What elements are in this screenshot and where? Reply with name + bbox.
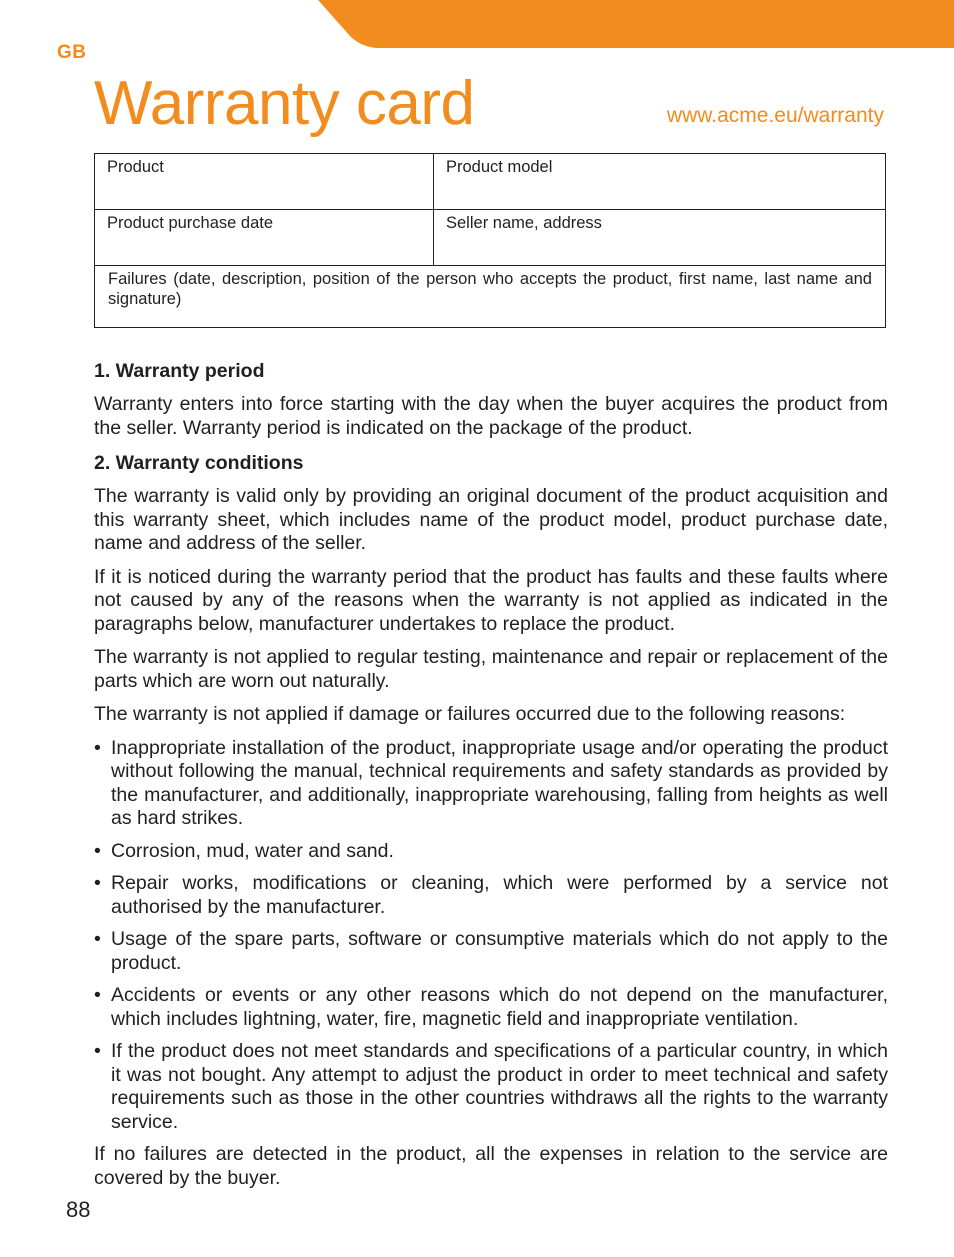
list-item-text: Corrosion, mud, water and sand. bbox=[111, 839, 394, 862]
list-item bbox=[94, 737, 888, 831]
closing-paragraph: If no failures are detected in the product, all the expenses in relation to the service are covered by the buyer. bbox=[94, 1143, 888, 1189]
bullet-icon: • bbox=[94, 1040, 101, 1062]
bullet-icon: • bbox=[94, 984, 101, 1006]
conditions-paragraph: The warranty is valid only by providing an original document of the product acquisition and this warranty sheet, which includes name of the product model, product purchase date, name and address of the seller. bbox=[94, 485, 888, 554]
list-item bbox=[94, 872, 888, 919]
seller-field[interactable]: Seller name, address bbox=[434, 210, 886, 266]
product-field[interactable]: Product bbox=[95, 154, 434, 210]
exclusion-list bbox=[94, 737, 888, 1135]
period-paragraph: Warranty enters into force starting with the day when the buyer acquires the product from the seller. Warranty period is indicated on the package of the product. bbox=[94, 393, 888, 439]
failures-field[interactable]: Failures (date, description, position of the person who accepts the product, first name, last name and signature) bbox=[95, 266, 886, 328]
list-item-text: Inappropriate installation of the product, inappropriate usage and/or operating the product without following the manual, technical requirements and safety standards as provided by the manufacturer, and additionally, inappropriate warehousing, falling from heights as well as hard strikes. bbox=[111, 736, 888, 829]
product-model-field[interactable]: Product model bbox=[434, 154, 886, 210]
purchase-date-field[interactable]: Product purchase date bbox=[95, 210, 434, 266]
list-item-text: Accidents or events or any other reasons which do not depend on the manufacturer, which includes lightning, water, fire, magnetic field and inappropriate ventilation. bbox=[111, 984, 888, 1030]
conditions-paragraph: If it is noticed during the warranty period that the product has faults and these faults where not caused by any of the reasons when the warranty is not applied as indicated in the paragraphs below, manufacturer undertakes to replace the product. bbox=[94, 565, 888, 635]
list-item bbox=[94, 840, 888, 864]
warranty-text bbox=[94, 358, 888, 1200]
page-number: 88 bbox=[66, 1197, 91, 1222]
section-heading-period: 1. Warranty period bbox=[94, 360, 265, 382]
list-item-text: Repair works, modifications or cleaning, which were performed by a service not authorised by the manufacturer. bbox=[111, 872, 888, 918]
conditions-paragraph: The warranty is not applied to regular testing, maintenance and repair or replacement of the parts which are worn out naturally. bbox=[94, 646, 888, 692]
bullet-icon: • bbox=[94, 736, 101, 759]
list-item bbox=[94, 984, 888, 1031]
page-title: Warranty card bbox=[94, 69, 475, 138]
section-heading-conditions: 2. Warranty conditions bbox=[94, 452, 304, 474]
language-code: GB bbox=[57, 42, 87, 63]
list-item-text: Usage of the spare parts, software or consumptive materials which do not apply to the product. bbox=[111, 928, 888, 974]
warranty-card-table bbox=[94, 153, 886, 328]
bullet-icon: • bbox=[94, 872, 101, 894]
list-item-text: If the product does not meet standards and specifications of a particular country, in which it was not bought. Any attempt to adjust the product in order to meet technical and safety requirements such as those in the other countries withdraws all the rights to the warranty service. bbox=[111, 1040, 888, 1133]
list-item bbox=[94, 928, 888, 975]
warranty-url-link[interactable]: www.acme.eu/warranty bbox=[666, 104, 884, 127]
bullet-icon: • bbox=[94, 928, 101, 950]
conditions-paragraph: The warranty is not applied if damage or failures occurred due to the following reasons: bbox=[94, 703, 846, 725]
bullet-icon: • bbox=[94, 839, 101, 862]
list-item bbox=[94, 1040, 888, 1134]
orange-header-tab bbox=[318, 0, 954, 48]
